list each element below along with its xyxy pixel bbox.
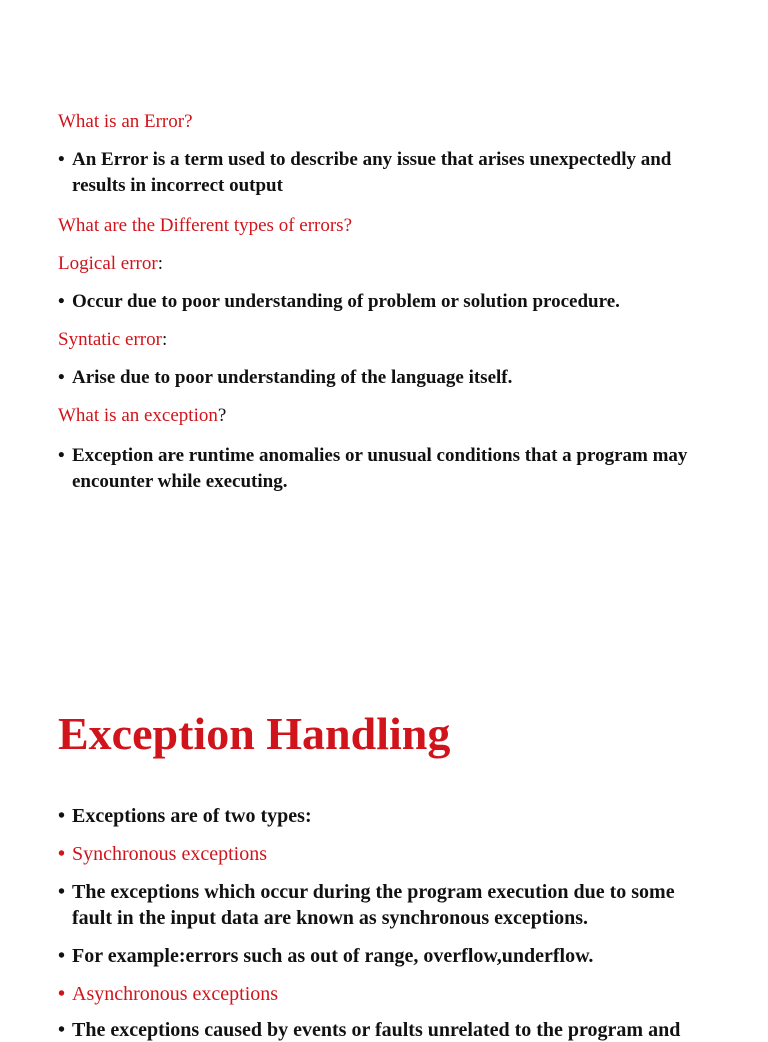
heading-logical-error bbox=[58, 252, 163, 276]
bullet-text: The exceptions which occur during the program execution due to some bbox=[72, 881, 675, 903]
bullet-icon: • bbox=[58, 983, 66, 1005]
slide-title: Exception Handling bbox=[58, 708, 451, 759]
bullet-icon: • bbox=[58, 805, 66, 827]
exception-question-label: What is an exception bbox=[58, 405, 218, 426]
bullet-synchronous-heading bbox=[58, 842, 267, 866]
bullet-asynchronous-heading bbox=[58, 982, 278, 1006]
syntactic-error-label: Syntatic error bbox=[58, 329, 162, 350]
bullet-icon: • bbox=[58, 367, 65, 388]
bullet-example bbox=[58, 944, 593, 968]
bullet-icon: • bbox=[58, 843, 66, 865]
heading-syntactic-error bbox=[58, 328, 167, 352]
bullet-text: Asynchronous exceptions bbox=[72, 983, 279, 1005]
bullet-logical-definition bbox=[58, 290, 620, 314]
bullet-text: An Error is a term used to describe any issue that arises unexpectedly and bbox=[72, 149, 672, 170]
bullet-text: Exception are runtime anomalies or unusual conditions that a program may bbox=[72, 445, 688, 466]
bullet-icon: • bbox=[58, 445, 65, 466]
bullet-two-types bbox=[58, 804, 312, 828]
bullet-exception-definition-cont: encounter while executing. bbox=[72, 471, 288, 492]
bullet-text: Arise due to poor understanding of the language itself. bbox=[72, 367, 513, 388]
logical-error-label: Logical error bbox=[58, 253, 158, 274]
bullet-icon: • bbox=[58, 945, 66, 967]
bullet-text: Exceptions are of two types: bbox=[72, 805, 312, 827]
bullet-icon: • bbox=[58, 291, 65, 312]
bullet-error-definition-cont: results in incorrect output bbox=[72, 175, 283, 196]
slide-exception-handling bbox=[0, 640, 768, 1041]
heading-types-of-errors: What are the Different types of errors? bbox=[58, 215, 353, 236]
bullet-synchronous-definition-cont: fault in the input data are known as synchronous exceptions. bbox=[72, 907, 589, 929]
question-mark: ? bbox=[217, 405, 227, 426]
colon: : bbox=[161, 329, 168, 350]
bullet-syntactic-definition bbox=[58, 366, 512, 390]
bullet-asynchronous-definition-partial bbox=[58, 1018, 680, 1042]
bullet-exception-definition bbox=[58, 444, 687, 468]
heading-what-is-exception bbox=[58, 404, 226, 428]
bullet-icon: • bbox=[58, 149, 65, 170]
bullet-text: The exceptions caused by events or faults unrelated to the program and bbox=[72, 1019, 681, 1041]
bullet-text: For example:errors such as out of range, overflow,underflow. bbox=[72, 945, 594, 967]
bullet-text: Synchronous exceptions bbox=[72, 843, 267, 865]
bullet-error-definition bbox=[58, 148, 671, 172]
colon: : bbox=[157, 253, 163, 274]
bullet-icon: • bbox=[58, 1019, 66, 1041]
heading-what-is-error: What is an Error? bbox=[58, 111, 193, 132]
bullet-icon: • bbox=[58, 881, 66, 903]
bullet-synchronous-definition bbox=[58, 880, 675, 904]
bullet-text: Occur due to poor understanding of problem or solution procedure. bbox=[72, 291, 620, 312]
